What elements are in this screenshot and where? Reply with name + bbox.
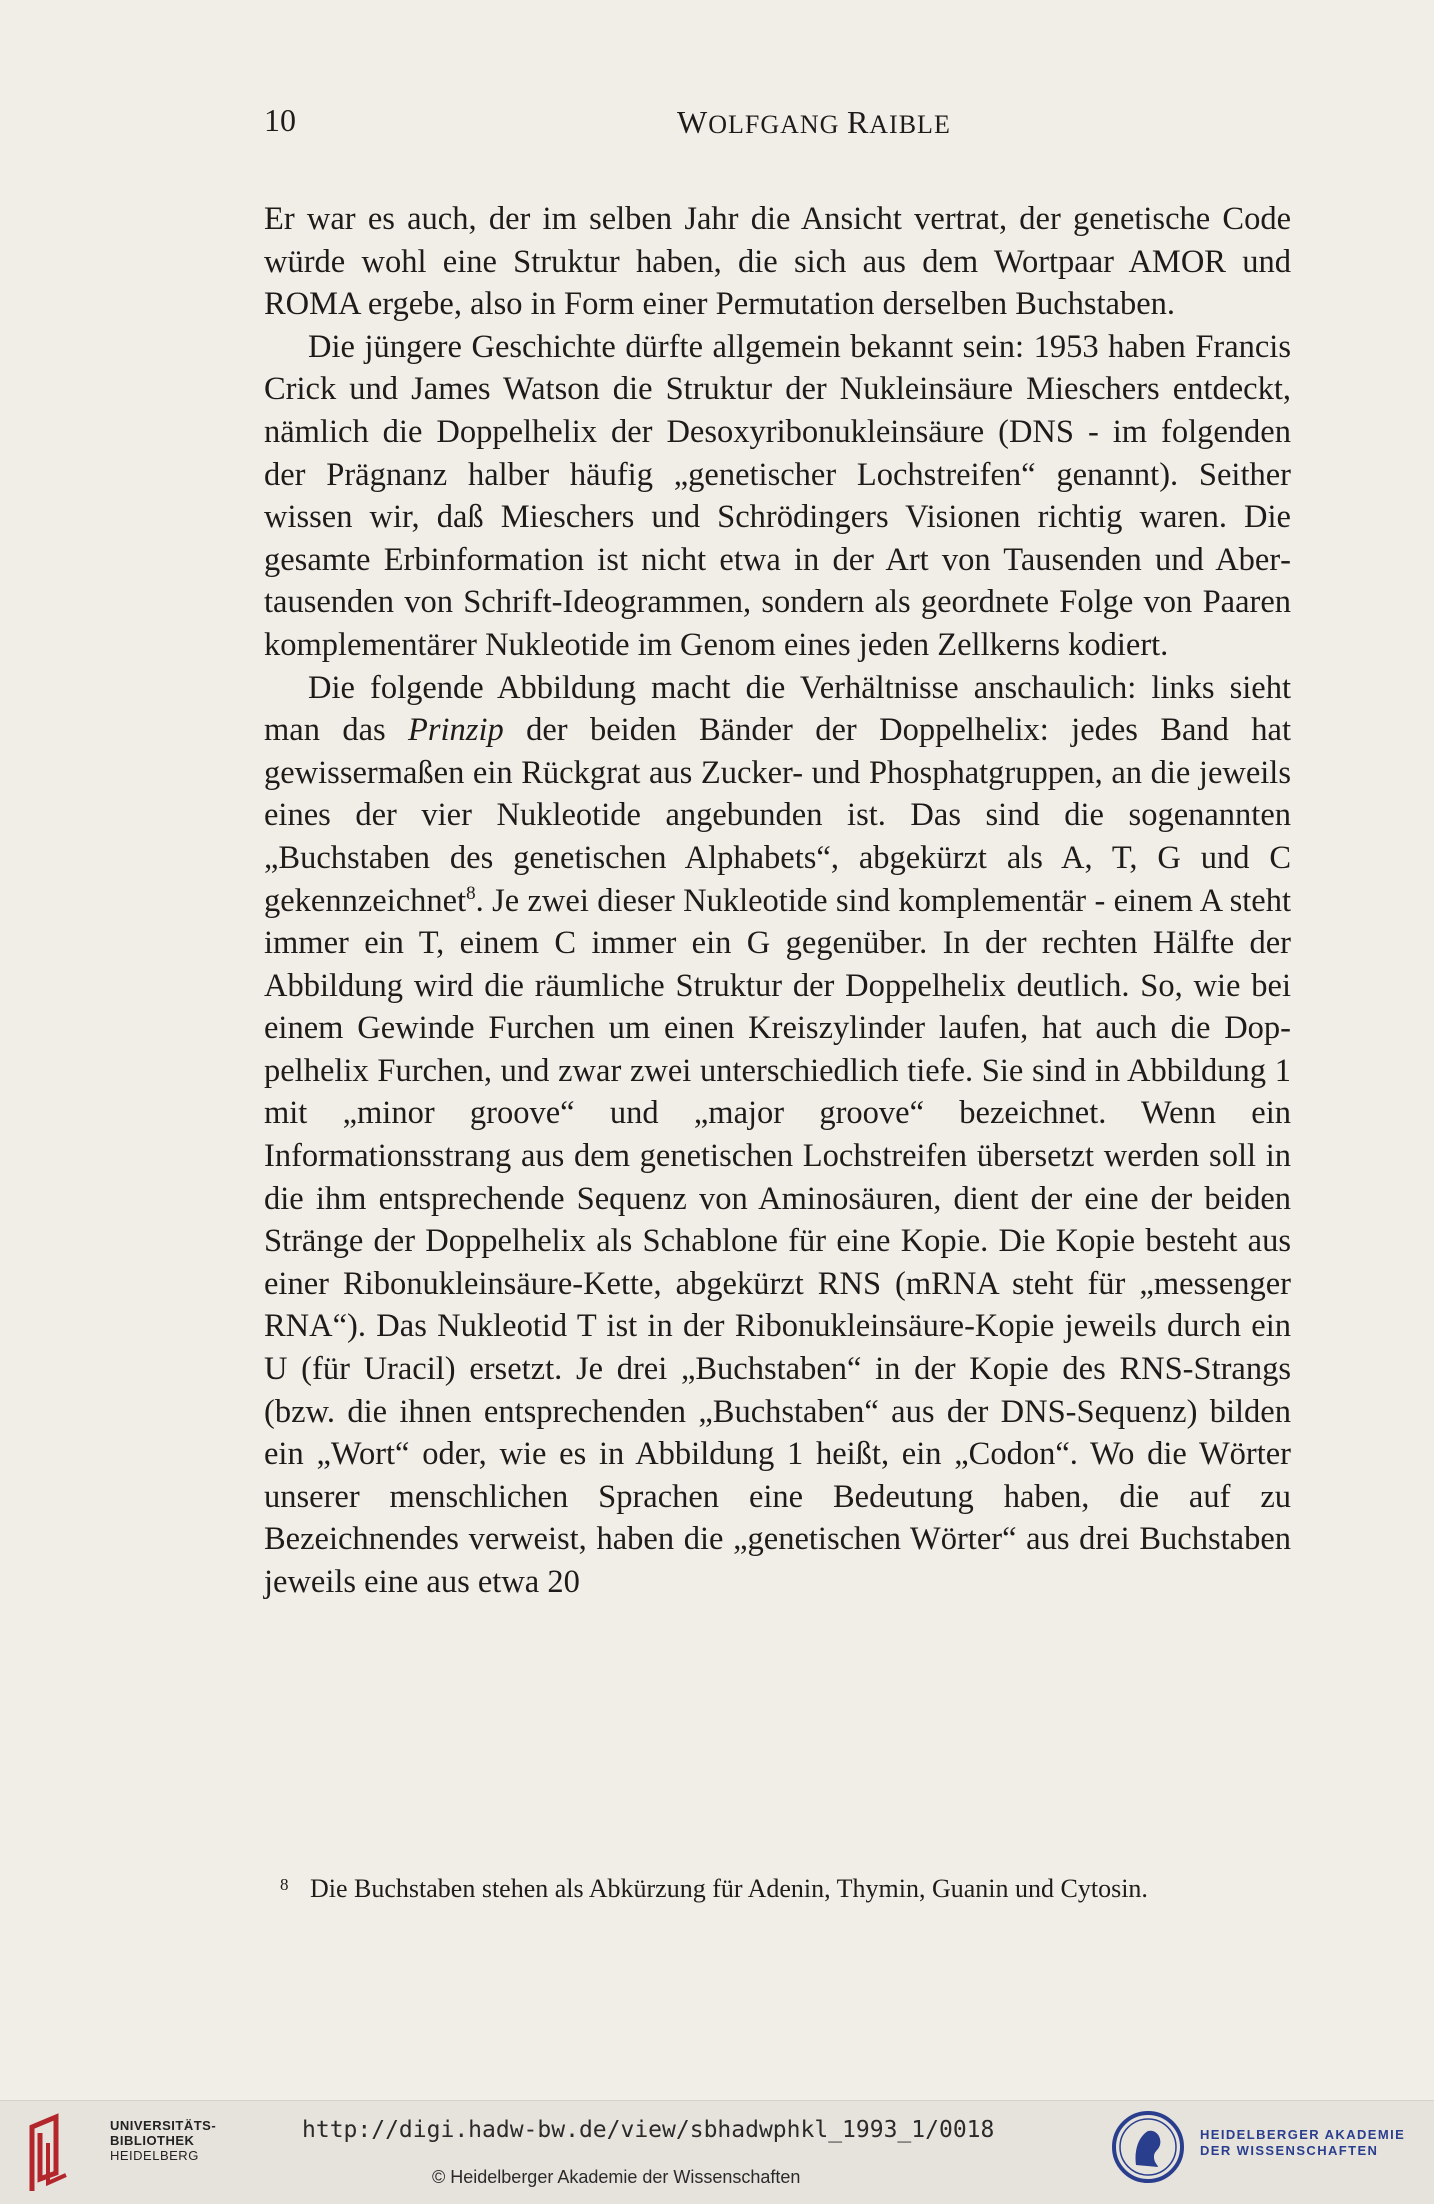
permalink-url[interactable]: http://digi.hadw-bw.de/view/sbhadwphkl_1993_1/0018 — [302, 2117, 995, 2143]
library-emblem-icon — [26, 2113, 80, 2193]
page-header — [0, 102, 1434, 142]
university-library-logo[interactable] — [26, 2109, 217, 2199]
academy-name: HEIDELBERGER AKADEMIE DER WISSENSCHAFTEN — [1200, 2127, 1406, 2158]
paragraph-2: Die jüngere Geschichte dürfte allgemein bekannt sein: 1953 haben Francis Crick und James Watson die Struktur der Nukleinsäure Mieschers entdeckt, nämlich die Doppelhelix der Desoxyribonukleinsäure (DNS - im folgenden der Prägnanz halber häufig „genetischer Lochstreifen“ genannt). Seither wissen wir, daß Mieschers und Schrödingers Visionen richtig waren. Die gesamte Erbinformation ist nicht etwa in der Art von Tausenden und Abertausenden von Schrift-Ideogrammen, sondern als geordnete Folge von Paaren komplementärer Nukleotide im Genom eines jeden Zellkerns kodiert. — [264, 328, 1291, 663]
footnote — [264, 1870, 1291, 1907]
academy-seal-icon[interactable] — [1108, 2107, 1188, 2187]
page-number: 10 — [264, 102, 296, 138]
footnote-text: Die Buchstaben stehen als Abkürzung für Adenin, Thymin, Guanin und Cytosin. — [310, 1874, 1148, 1903]
footnote-reference[interactable]: 8 — [466, 882, 476, 904]
body-text — [264, 198, 1291, 1604]
footnote-mark: 8 — [280, 1875, 289, 1894]
digitization-footer — [0, 2100, 1434, 2204]
library-name: UNIVERSITÄTS- BIBLIOTHEK HEIDELBERG — [110, 2118, 217, 2163]
paragraph-3: Die folgende Abbildung macht die Verhältnisse anschaulich: links sieht man das Prinzip der beiden Bänder der Doppelhelix: jedes Band hat gewissermaßen ein Rückgrat aus Zucker- und Phosphatgruppen, an die jeweils eines der vier Nukleotide angebunden ist. Das sind die sogenannten „Buchstaben des genetischen Alphabets“, abgekürzt als A, T, G und C gekennzeichnet$^8$. Je zwei dieser Nukleotide sind komplementär - einem A steht immer ein T, einem C immer ein G gegenüber. In der rechten Hälfte der Abbildung wird die räumliche Struktur der Doppelhelix deutlich. So, wie bei einem Gewinde Furchen um einen Kreiszylinder laufen, hat auch die Doppelhelix Furchen, und zwar zwei unterschiedlich tiefe. Sie sind in Abbildung 1 mit „minor groove“ und „major groove“ bezeichnet. Wenn ein Informationsstrang aus dem genetischen Lochstreifen übersetzt werden soll in die ihm entsprechende Sequenz von Aminosäuren, dient der eine der beiden Stränge der Doppelhelix als Schablone für eine Kopie. Die Kopie besteht aus einer Ribonukleinsäure-Kette, abgekürzt RNS (mRNA steht für „messenger RNA“). Das Nukleotid T ist in der Ribonukleinsäure-Kopie jeweils durch ein U (für Uracil) ersetzt. Je drei „Buchstaben“ in der Kopie des RNS-Strangs (bzw. die ihnen entsprechenden „Buchstaben“ aus der DNS-Sequenz) bilden ein „Wort“ oder, wie es in Abbildung 1 heißt, ein „Codon“. Wo die Wörter unserer menschlichen Sprachen eine Bedeutung haben, die auf zu Bezeichnendes verweist, haben die „genetischen Wörter“ aus drei Buchstaben jeweils eine aus etwa 20 — [264, 669, 1291, 1600]
paragraph-1: Er war es auch, der im selben Jahr die Ansicht vertrat, der genetische Code würde wohl eine Struktur haben, die sich aus dem Wortpaar AMOR und ROMA ergebe, also in Form einer Permutation derselben Buchstaben. — [264, 201, 1291, 323]
running-head-author: WOLFGANG RAIBLE — [677, 104, 951, 140]
copyright-notice: © Heidelberger Akademie der Wissenschaften — [432, 2167, 801, 2187]
emphasis-prinzip: Prinzip — [408, 712, 504, 749]
